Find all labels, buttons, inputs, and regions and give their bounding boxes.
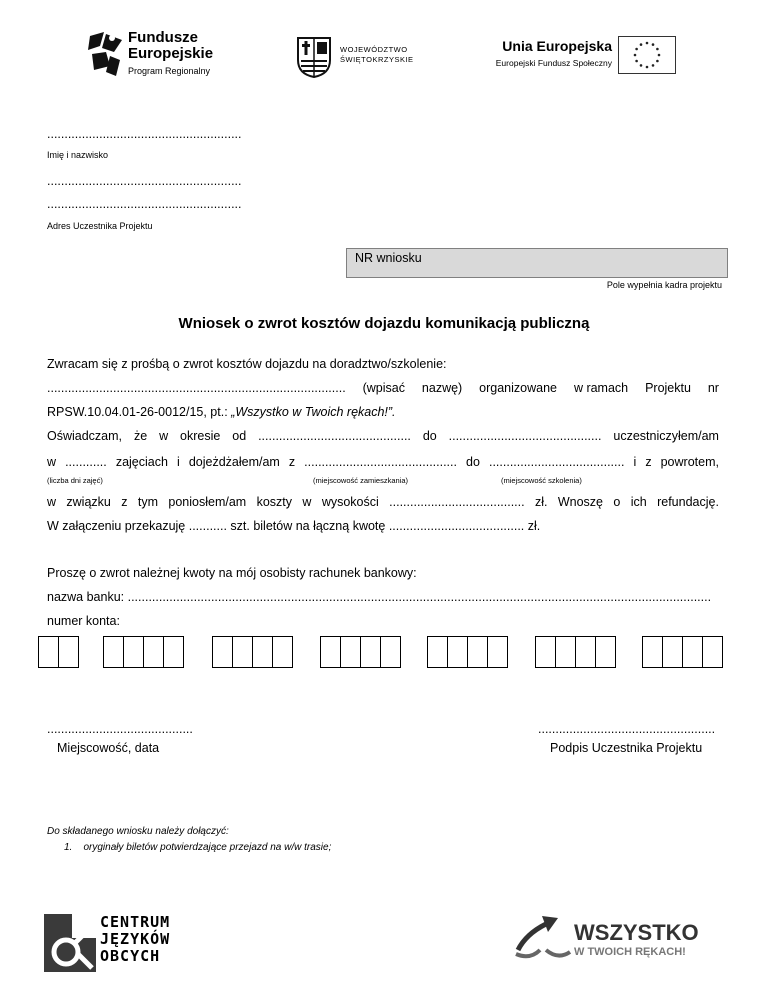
word: organizowane <box>479 381 557 395</box>
word: w <box>47 495 57 509</box>
address-label: Adres Uczestnika Projektu <box>47 221 153 231</box>
staff-note: Pole wypełnia kadra projektu <box>606 280 722 290</box>
ck-line1: CENTRUM <box>100 913 171 931</box>
account-digit-cell[interactable] <box>595 636 616 668</box>
account-digit-cell[interactable] <box>103 636 124 668</box>
word: zł. <box>534 495 548 509</box>
bank-name-line[interactable]: nazwa banku: ........................................................................................................................................................................ <box>47 590 712 604</box>
word: w <box>159 429 169 443</box>
attachments-heading: Do składanego wniosku należy dołączyć: <box>47 826 229 837</box>
ck-line3: OBCYCH <box>100 947 161 965</box>
account-digit-cell[interactable] <box>340 636 361 668</box>
account-digit-cell[interactable] <box>252 636 273 668</box>
attachment-item-text: oryginały biletów potwierdzające przejazd na w/w trasie; <box>83 842 332 853</box>
date-from-dots[interactable]: ............................................ <box>258 429 411 443</box>
coat-of-arms-icon <box>296 36 332 78</box>
account-digit-cell[interactable] <box>272 636 293 668</box>
account-digit-cell[interactable] <box>487 636 508 668</box>
sublabel-home-town: (miejscowość zamieszkania) <box>313 476 409 485</box>
centrum-jezykow-obcych-logo <box>44 914 174 972</box>
project-number: RPSW.10.04.01-26-0012/15, pt.: <box>47 405 232 419</box>
ck-mark-icon <box>44 914 96 972</box>
account-digit-group <box>212 636 292 668</box>
fe-logo-line2: Europejskie <box>128 45 214 62</box>
fe-logo-line1: Fundusze <box>128 29 198 46</box>
project-title: „Wszystko w Twoich rękach!”. <box>231 405 396 419</box>
word: do <box>422 429 437 443</box>
wtr-line2: W TWOICH RĘKACH! <box>574 946 686 958</box>
account-digit-cell[interactable] <box>320 636 341 668</box>
word: do <box>466 455 480 469</box>
hands-arrow-icon <box>512 910 574 964</box>
voiv-logo-line1: WOJEWÓDZTWO <box>340 45 408 54</box>
word: od <box>232 429 247 443</box>
word: nr <box>707 381 719 395</box>
account-digit-cell[interactable] <box>143 636 164 668</box>
fe-logo-line3: Program Regionalny <box>128 66 211 76</box>
word: refundację. <box>657 495 719 509</box>
route-line <box>47 455 719 469</box>
word: i <box>633 455 637 469</box>
training-name-dots[interactable]: ...................................................................................... <box>47 381 346 395</box>
account-digit-cell[interactable] <box>163 636 184 668</box>
eu-logo <box>474 38 684 78</box>
training-town-dots[interactable]: ....................................... <box>488 455 625 469</box>
account-digit-cell[interactable] <box>58 636 79 668</box>
word: zajęciach <box>115 455 168 469</box>
account-digit-group <box>427 636 507 668</box>
word: że <box>133 429 148 443</box>
word: z <box>645 455 652 469</box>
cost-line <box>47 495 719 509</box>
account-digit-cell[interactable] <box>38 636 59 668</box>
period-line <box>47 429 719 443</box>
word: z <box>121 495 128 509</box>
word: o <box>613 495 621 509</box>
account-digit-cell[interactable] <box>360 636 381 668</box>
home-town-dots[interactable]: ............................................ <box>304 455 457 469</box>
place-date-label: Miejscowość, data <box>57 741 160 755</box>
account-digit-cell[interactable] <box>555 636 576 668</box>
word: ich <box>630 495 647 509</box>
account-digit-group <box>535 636 615 668</box>
sublabel-training-town: (miejscowość szkolenia) <box>501 476 582 485</box>
word: z <box>288 455 296 469</box>
word: w ramach <box>573 381 629 395</box>
eu-logo-line1: Unia Europejska <box>502 38 612 54</box>
address-dots-2[interactable]: ........................................................ <box>47 197 242 211</box>
word: w <box>302 495 312 509</box>
account-digit-group <box>642 636 722 668</box>
voiv-logo-line2: ŚWIĘTOKRZYSKIE <box>340 55 414 64</box>
word: (wpisać <box>362 381 405 395</box>
word: Projektu <box>645 381 691 395</box>
word: w <box>47 455 57 469</box>
word: wysokości <box>321 495 379 509</box>
account-number-label: numer konta: <box>47 614 120 628</box>
ck-text <box>100 914 170 965</box>
word: nazwę) <box>421 381 463 395</box>
name-label: Imię i nazwisko <box>47 150 109 160</box>
account-digit-cell[interactable] <box>662 636 683 668</box>
fe-star-icon <box>86 30 124 78</box>
fundusze-europejskie-logo <box>86 28 236 82</box>
form-title: Wniosek o zwrot kosztów dojazdu komunikacją publiczną <box>178 315 590 332</box>
address-dots-1[interactable]: ........................................................ <box>47 174 242 188</box>
signature-dots[interactable]: ................................................... <box>538 722 716 736</box>
account-digit-group <box>320 636 400 668</box>
account-digit-cell[interactable] <box>535 636 556 668</box>
account-digit-cell[interactable] <box>682 636 703 668</box>
wszystko-w-twoich-rekach-logo <box>512 910 722 968</box>
word: tym <box>137 495 159 509</box>
ck-line2: JĘZYKÓW <box>100 930 171 948</box>
request-intro: Zwracam się z prośbą o zwrot kosztów dojazdu na doradztwo/szkolenie: <box>47 357 447 371</box>
training-name-line <box>47 381 719 395</box>
sublabel-days: (liczba dni zajęć) <box>47 476 103 485</box>
date-to-dots[interactable]: ............................................ <box>448 429 602 443</box>
account-digit-cell[interactable] <box>427 636 448 668</box>
days-count-dots[interactable]: ............ <box>65 455 107 469</box>
account-digit-group <box>38 636 78 668</box>
project-number-line <box>47 405 396 419</box>
attachment-statement: W załączeniu przekazuję ........... szt. biletów na łączną kwotę ....................................... zł. <box>47 519 541 533</box>
account-digit-cell[interactable] <box>642 636 663 668</box>
word: dojeżdżałem/am <box>188 455 280 469</box>
word: i <box>176 455 180 469</box>
voivodeship-logo <box>296 36 426 80</box>
account-digit-cell[interactable] <box>702 636 723 668</box>
word: Wnoszę <box>557 495 604 509</box>
wtr-line1: WSZYSTKO <box>574 920 699 945</box>
application-number-label: NR wniosku <box>355 251 422 265</box>
application-number-box[interactable] <box>346 248 728 278</box>
account-digit-cell[interactable] <box>575 636 596 668</box>
word: powrotem, <box>660 455 719 469</box>
account-digit-cell[interactable] <box>212 636 233 668</box>
account-digit-cell[interactable] <box>380 636 401 668</box>
account-digit-cell[interactable] <box>232 636 253 668</box>
attachment-item: 1. oryginały biletów potwierdzające przejazd na w/w trasie; <box>64 842 332 853</box>
signature-label: Podpis Uczestnika Projektu <box>550 741 703 755</box>
word: okresie <box>180 429 221 443</box>
word: związku <box>66 495 111 509</box>
bank-request: Proszę o zwrot należnej kwoty na mój osobisty rachunek bankowy: <box>47 566 417 580</box>
account-digit-group <box>103 636 183 668</box>
name-dots[interactable]: ........................................................ <box>47 127 242 141</box>
account-digit-cell[interactable] <box>123 636 144 668</box>
word: poniosłem/am <box>168 495 247 509</box>
word: koszty <box>256 495 293 509</box>
eu-logo-line2: Europejski Fundusz Społeczny <box>495 58 612 68</box>
word: Oświadczam, <box>47 429 123 443</box>
cost-amount-dots[interactable]: ....................................... <box>389 495 525 509</box>
account-digit-cell[interactable] <box>447 636 468 668</box>
word: uczestniczyłem/am <box>613 429 719 443</box>
place-date-dots[interactable]: .......................................... <box>47 722 193 736</box>
account-digit-cell[interactable] <box>467 636 488 668</box>
eu-flag-icon <box>618 36 676 74</box>
